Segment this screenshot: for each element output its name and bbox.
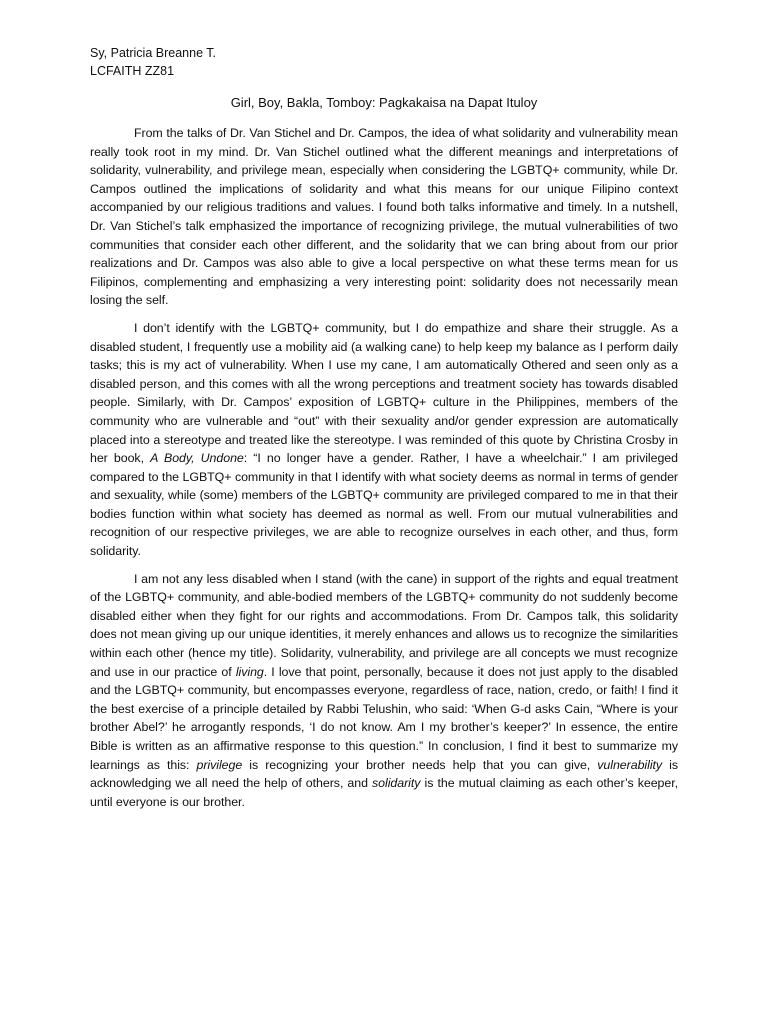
paragraph-2 bbox=[90, 319, 678, 561]
emphasis-privilege: privilege bbox=[196, 757, 243, 772]
paragraph-3 bbox=[90, 570, 678, 812]
essay-body bbox=[90, 124, 678, 820]
author-header bbox=[90, 44, 216, 80]
paragraph-2-text-b: : “I no longer have a gender. Rather, I have a wheelchair.” I am privileged compared to the LGBTQ+ community in that I identify with what society deems as normal in terms of gender and sexuality, while (some) members of the LGBTQ+ community are privileged compared to me in that their bodies function within what society has deemed as normal as well. From our mutual vulnerabilities and recognition of our respective privileges, we are able to recognize ourselves in each other, and thus, form solidarity. bbox=[90, 451, 678, 559]
course-code: LCFAITH ZZ81 bbox=[90, 64, 175, 78]
essay-title: Girl, Boy, Bakla, Tomboy: Pagkakaisa na Dapat Ituloy bbox=[230, 95, 538, 110]
paragraph-2-text-a: I don’t identify with the LGBTQ+ community, but I do empathize and share their struggle. As a disabled student, I frequently use a mobility aid (a walking cane) to help keep my balance as I perform daily tasks; this is my act of vulnerability. When I use my cane, I am automatically Othered and seen only as a disabled person, and this comes with all the wrong perceptions and treatment society has towards disabled people. Similarly, with Dr. Campos’ exposition of LGBTQ+ culture in the Philippines, members of the community who are vulnerable and “out” with their sexuality and/or gender expression are automatically placed into a stereotype and treated like the stereotype. I was reminded of this quote by Christina Crosby in her book, bbox=[90, 320, 678, 466]
paragraph-3-text-c: is recognizing your brother needs help that you can give, bbox=[242, 757, 598, 772]
paragraph-3-text-d: is acknowledging we all need the help of others, and bbox=[90, 757, 678, 791]
paragraph-3-text-a: I am not any less disabled when I stand (with the cane) in support of the rights and equal treatment of the LGBTQ+ community, and able-bodied members of the LGBTQ+ community do not suddenly become disabled either when they fight for our rights and accommodations. From Dr. Campos talk, this solidarity does not mean giving up our unique identities, it merely enhances and allows us to recognize the similarities within each other (hence my title). Solidarity, vulnerability, and privilege are all concepts we must recognize and use in our practice of bbox=[90, 571, 678, 679]
paragraph-1: From the talks of Dr. Van Stichel and Dr. Campos, the idea of what solidarity and vulnerability mean really took root in my mind. Dr. Van Stichel outlined what the different meanings and interpretations of solidarity, vulnerability, and privilege mean, especially when considering the LGBTQ+ community, while Dr. Campos outlined the implications of solidarity and what this means for our unique Filipino context accompanied by our religious traditions and values. I found both talks informative and timely. In a nutshell, Dr. Van Stichel’s talk emphasized the importance of recognizing privilege, the mutual vulnerabilities of two communities that consider each other different, and the solidarity that we can bring about from our prior realizations and Dr. Campos was also able to give a local perspective on what these terms mean for us Filipinos, complementing and emphasizing a very interesting point: solidarity does not necessarily mean losing the self. bbox=[90, 126, 678, 308]
paragraph-3-text-e: is the mutual claiming as each other’s keeper, until everyone is our brother. bbox=[90, 776, 679, 809]
book-title: A Body, Undone bbox=[150, 451, 244, 466]
emphasis-vulnerability: vulnerability bbox=[597, 757, 663, 772]
paragraph-3-text-b: . I love that point, personally, because it does not just apply to the disabled and the LGBTQ+ community, but encompasses everyone, regardless of race, nation, credo, or faith! I find it the best exercise of a principle detailed by Rabbi Telushin, who said: ‘When G-d asks Cain, “Where is your brother Abel?’ he arrogantly responds, ‘I do not know. Am I my brother’s keeper?’ In essence, the entire Bible is written as an affirmative response to this question.” In conclusion, I find it best to summarize my learnings as this: bbox=[90, 664, 679, 772]
author-name: Sy, Patricia Breanne T. bbox=[90, 46, 216, 60]
emphasis-solidarity: solidarity bbox=[372, 776, 421, 791]
emphasis-living: living bbox=[235, 664, 264, 679]
